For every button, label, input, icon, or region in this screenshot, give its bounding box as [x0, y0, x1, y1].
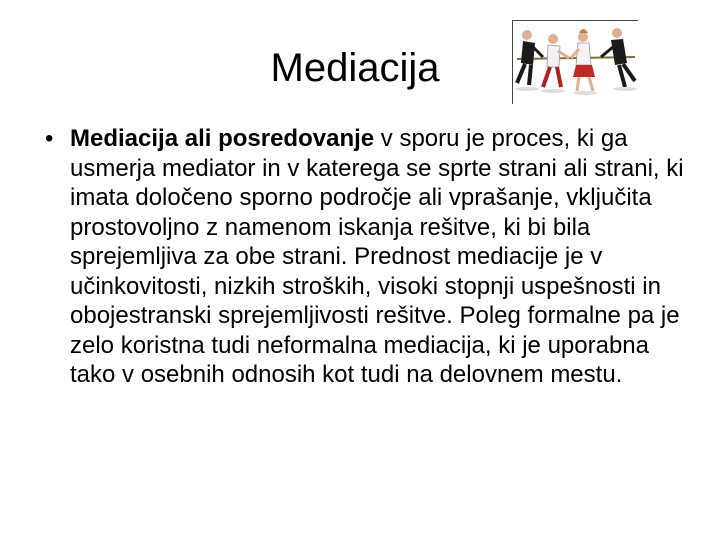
tug-of-war-illustration-icon — [512, 20, 638, 104]
bullet-marker: • — [45, 125, 54, 152]
slide-title: Mediacija — [270, 46, 440, 90]
bullet-text — [70, 125, 684, 388]
bullet-body-text: v sporu je proces, ki ga usmerja mediator in v katerega se sprte strani ali strani, ki imata določeno sporno področje ali vprašanje, vključita prostovoljno z namenom iskanja rešitve, ki bi bila sprejemljiva za obe strani. Prednost mediacije je v učinkovitosti, nizkih stroških, visoki stopnji uspešnosti in obojestranski sprejemljivosti rešitve. Poleg formalne pa je zelo koristna tudi neformalna mediacija, ki je uporabna tako v osebnih odnosih kot tudi na delovnem mestu. — [70, 125, 684, 388]
slide-content — [45, 124, 685, 390]
bullet-item — [45, 124, 685, 390]
bullet-lead-term: Mediacija ali posredovanje — [70, 125, 375, 152]
